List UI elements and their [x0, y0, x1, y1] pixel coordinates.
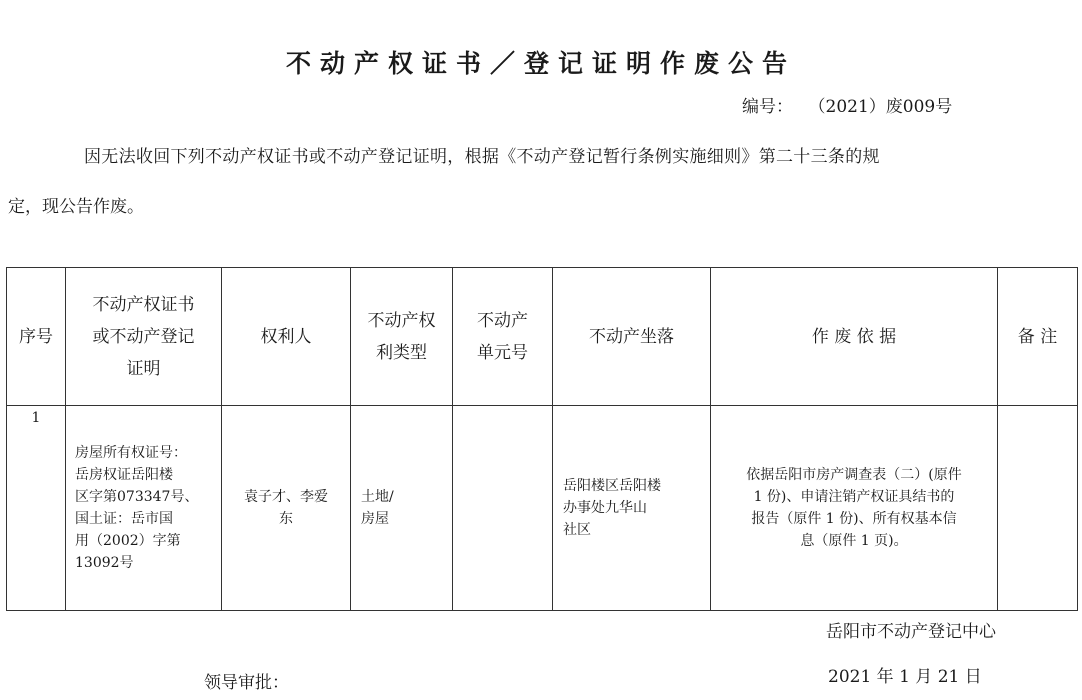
cell-location-line: 岳阳楼区岳阳楼	[563, 478, 661, 494]
cell-location	[553, 406, 711, 611]
cell-seq: 1	[7, 406, 66, 611]
table-header-row	[7, 268, 1078, 406]
header-unit-line: 不动产	[477, 310, 528, 331]
cell-owner	[222, 406, 351, 611]
cell-cert-line: 用（2002）字第	[75, 533, 181, 549]
intro-paragraph-line-2: 定，现公告作废。	[8, 197, 144, 217]
cell-cert-line: 国土证：岳市国	[75, 511, 173, 527]
cell-type	[351, 406, 453, 611]
cell-basis-line: 1 份)、申请注销产权证具结书的	[753, 489, 955, 505]
cell-basis-line: 报告（原件 1 份)、所有权基本信	[751, 511, 957, 527]
table-row	[7, 406, 1078, 611]
header-type-line: 不动产权	[367, 310, 436, 331]
issue-date: 2021 年 1 月 21 日	[828, 667, 982, 687]
cell-type-line: 土地/	[361, 489, 394, 505]
header-cert-line: 不动产权证书	[92, 294, 195, 315]
header-type-line: 利类型	[376, 342, 427, 363]
header-remark: 备 注	[998, 268, 1078, 406]
header-cert-line: 证明	[126, 358, 161, 379]
cell-basis-line: 息（原件 1 页)。	[800, 533, 908, 549]
cell-type-line: 房屋	[361, 511, 389, 527]
header-unit-line: 单元号	[477, 342, 528, 363]
void-certificates-table	[6, 267, 1078, 611]
issuing-organization: 岳阳市不动产登记中心	[826, 622, 996, 642]
leader-approval-label: 领导审批：	[204, 673, 289, 693]
cell-location-line: 办事处九华山	[563, 500, 647, 516]
cell-location-line: 社区	[563, 522, 591, 538]
header-cert-line: 或不动产登记	[92, 326, 195, 347]
page-title: 不动产权证书／登记证明作废公告	[285, 49, 796, 78]
cell-cert-line: 13092号	[75, 555, 134, 571]
cell-cert-line: 岳房权证岳阳楼	[75, 467, 173, 483]
cell-remark	[998, 406, 1078, 611]
cell-owner-line: 袁子才、李爱	[244, 489, 328, 505]
header-cert	[66, 268, 222, 406]
document-number	[742, 92, 952, 117]
document-number-value: （2021）废009号	[817, 97, 953, 117]
header-basis: 作 废 依 据	[711, 268, 998, 406]
cell-cert	[66, 406, 222, 611]
header-owner: 权利人	[222, 268, 351, 406]
cell-unit	[453, 406, 553, 611]
cell-owner-line: 东	[279, 511, 293, 527]
header-seq: 序号	[7, 268, 66, 406]
document-number-label: 编号：	[742, 97, 793, 117]
cell-basis-line: 依据岳阳市房产调查表（二）(原件	[746, 467, 962, 483]
cell-cert-line: 区字第073347号、	[75, 489, 199, 505]
header-type	[351, 268, 453, 406]
cell-cert-line: 房屋所有权证号：	[75, 445, 187, 461]
cell-basis	[711, 406, 998, 611]
intro-paragraph-line-1: 因无法收回下列不动产权证书或不动产登记证明，根据《不动产登记暂行条例实施细则》第二十三条的规	[84, 147, 880, 167]
header-unit	[453, 268, 553, 406]
header-location: 不动产坐落	[553, 268, 711, 406]
